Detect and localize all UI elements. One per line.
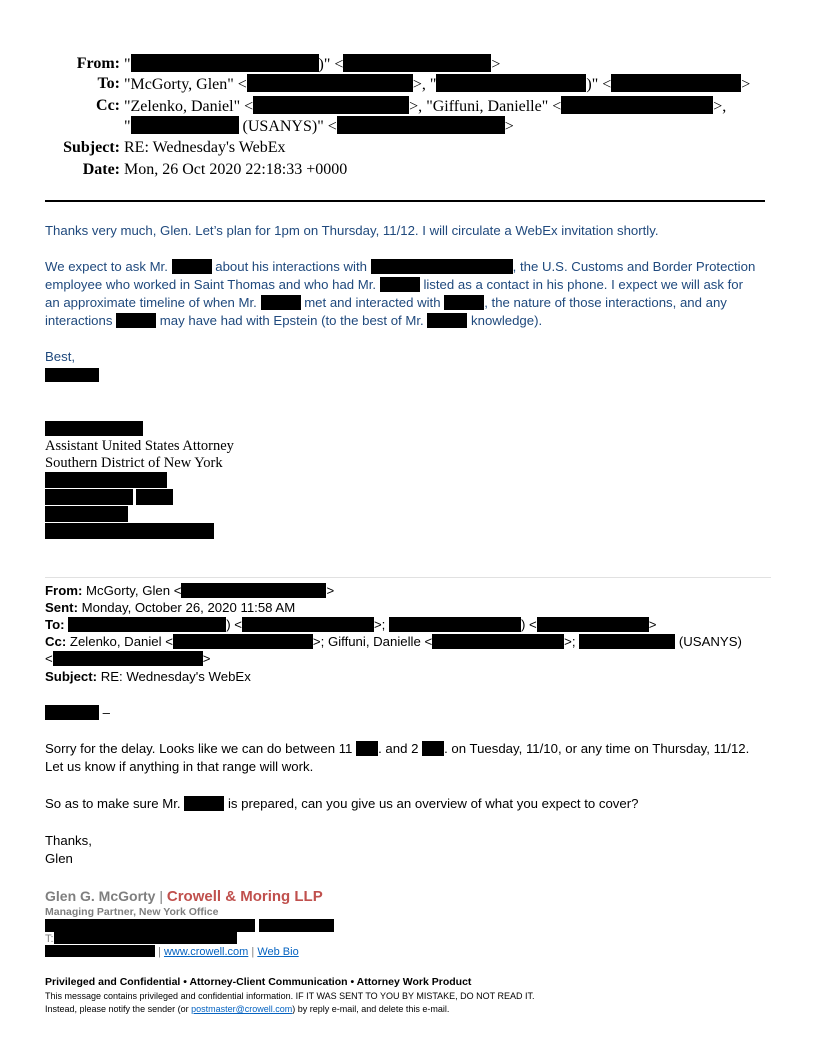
cc-value: "Zelenko, Daniel" < >, "Giffuni, Danielle" < >, xyxy=(124,98,727,115)
redaction xyxy=(54,932,237,944)
redaction xyxy=(68,617,226,632)
orig-para-2: So as to make sure Mr. is prepared, can you give us an overview of what you expect to cover? xyxy=(45,796,639,811)
redaction xyxy=(422,741,444,756)
orig-from: From: McGorty, Glen < > xyxy=(45,583,335,598)
redaction xyxy=(343,54,491,72)
cc-value-line2: " (USANYS)" < > xyxy=(124,118,514,135)
disclaimer-title: Privileged and Confidential • Attorney-Client Communication • Attorney Work Product xyxy=(45,976,472,988)
to-value: "McGorty, Glen" < >, " )" < > xyxy=(124,76,751,93)
orig-para-1-line-2: Let us know if anything in that range will work. xyxy=(45,759,314,774)
orig-cc-line2: < > xyxy=(45,651,211,666)
reply-para-line-2: employee who worked in Saint Thomas and who had Mr. listed as a contact in his phone. I expect we will ask for xyxy=(45,277,744,292)
disclaimer-line-2: Instead, please notify the sender (or postmaster@crowell.com) by reply e-mail, and delete this e-mail. xyxy=(45,1004,450,1014)
orig-to-label: To: xyxy=(45,617,65,632)
orig-to: To: ) < >; ) < > xyxy=(45,617,657,632)
redaction xyxy=(427,313,467,328)
cc-usanys: (USANYS)" < xyxy=(242,118,337,135)
to-label: To: xyxy=(97,75,120,92)
redaction xyxy=(45,919,255,932)
redaction xyxy=(611,74,741,92)
web-bio-link[interactable]: Web Bio xyxy=(257,946,299,958)
redaction xyxy=(172,259,212,274)
to-name: "McGorty, Glen" < xyxy=(124,76,247,93)
signature-office: Southern District of New York xyxy=(45,455,223,471)
redaction xyxy=(45,506,128,522)
subject-value: RE: Wednesday's WebEx xyxy=(124,139,286,156)
redaction xyxy=(173,634,313,649)
redaction xyxy=(561,96,713,114)
greeting: – xyxy=(45,704,110,722)
redaction xyxy=(371,259,513,274)
orig-cc-label: Cc: xyxy=(45,634,67,649)
redaction xyxy=(261,295,301,310)
redaction xyxy=(389,617,521,632)
redaction xyxy=(537,617,649,632)
date-label: Date: xyxy=(82,161,120,178)
date-value: Mon, 26 Oct 2020 22:18:33 +0000 xyxy=(124,161,348,178)
subject-label: Subject: xyxy=(63,139,120,156)
crowell-signature-title: Managing Partner, New York Office xyxy=(45,906,219,918)
reply-para-line-3: an approximate timeline of when Mr. met and interacted with , the nature of those interactions, and any xyxy=(45,295,727,310)
redaction xyxy=(131,54,319,72)
redaction xyxy=(136,489,173,505)
orig-para-1-line-1: Sorry for the delay. Looks like we can do between 11 . and 2 . on Tuesday, 11/10, or any time on Thursday, 11/12. xyxy=(45,741,750,756)
redaction xyxy=(259,919,334,932)
orig-from-label: From: xyxy=(45,583,83,598)
crowell-website-link[interactable]: www.crowell.com xyxy=(163,946,249,958)
from-label: From: xyxy=(76,55,120,72)
reply-closing: Best, xyxy=(45,349,76,364)
redaction xyxy=(116,313,156,328)
redaction xyxy=(45,368,99,382)
redaction xyxy=(45,705,99,720)
redaction xyxy=(242,617,374,632)
cc-name-2: "Giffuni, Danielle" < xyxy=(426,98,562,115)
redaction xyxy=(131,116,239,134)
redaction xyxy=(253,96,409,114)
redaction xyxy=(53,651,203,666)
orig-sent: Sent: Monday, October 26, 2020 11:58 AM xyxy=(45,600,296,615)
redaction xyxy=(432,634,564,649)
crowell-signature-name: Glen G. McGorty | Crowell & Moring LLP xyxy=(45,888,323,905)
redaction xyxy=(579,634,675,649)
orig-cc: Cc: Zelenko, Daniel < >; Giffuni, Danielle < >; (USANYS) xyxy=(45,634,742,649)
redaction xyxy=(247,74,413,92)
cc-name-1: "Zelenko, Daniel" < xyxy=(124,98,254,115)
postmaster-email-link[interactable]: postmaster@crowell.com xyxy=(191,1004,293,1014)
cc-label: Cc: xyxy=(96,97,120,114)
crowell-links-line: | www.crowell.com | Web Bio xyxy=(45,945,299,958)
firm-name: Crowell & Moring LLP xyxy=(166,888,323,905)
orig-sent-label: Sent: xyxy=(45,600,78,615)
redaction xyxy=(45,523,214,539)
orig-subject-label: Subject: xyxy=(45,669,98,684)
reply-para-line-4: interactions may have had with Epstein (to the best of Mr. knowledge). xyxy=(45,313,543,328)
reply-line-1: Thanks very much, Glen. Let’s plan for 1pm on Thursday, 11/12. I will circulate a WebEx invitation shortly. xyxy=(45,223,659,238)
redaction xyxy=(380,277,420,292)
redaction xyxy=(45,489,133,505)
reply-para-line-1: We expect to ask Mr. about his interactions with , the U.S. Customs and Border Protection xyxy=(45,259,756,274)
redaction xyxy=(45,472,167,488)
signature-title: Assistant United States Attorney xyxy=(45,438,234,454)
redaction xyxy=(444,295,484,310)
redaction xyxy=(436,74,586,92)
redaction xyxy=(45,945,155,957)
from-value: " )" < > xyxy=(124,56,501,73)
redaction xyxy=(184,796,224,811)
redaction xyxy=(356,741,378,756)
header-divider xyxy=(45,200,765,202)
redaction xyxy=(337,116,505,134)
crowell-phone-line: T: xyxy=(45,932,237,945)
orig-name: Glen xyxy=(45,851,73,866)
redaction xyxy=(45,421,143,436)
orig-thanks: Thanks, xyxy=(45,833,92,848)
disclaimer-line-1: This message contains privileged and confidential information. IF IT WAS SENT TO YOU BY MISTAKE, DO NOT READ IT. xyxy=(45,991,535,1001)
redaction xyxy=(181,583,326,598)
orig-subject: Subject: RE: Wednesday's WebEx xyxy=(45,669,251,684)
message-separator xyxy=(45,577,771,578)
